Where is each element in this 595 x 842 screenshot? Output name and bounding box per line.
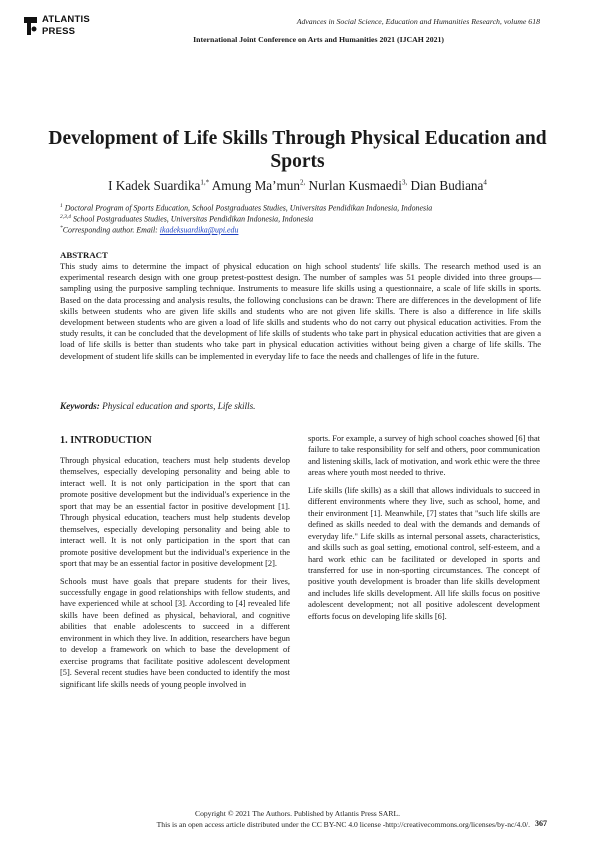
affiliation — [60, 203, 550, 213]
conference-header: International Joint Conference on Arts and Humanities 2021 (IJCAH 2021) — [193, 35, 444, 44]
author-name: Dian Budiana — [410, 178, 484, 193]
author-name: Amung Ma’mun — [211, 178, 300, 193]
affiliation-text: Doctoral Program of Sports Education, School Postgraduates Studies, Universitas Pendidikan Indonesia, Indonesia — [64, 203, 433, 213]
series-header: Advances in Social Science, Education and Humanities Research, volume 618 — [296, 17, 540, 26]
affiliation-sup: 1 — [60, 203, 63, 209]
paragraph: sports. For example, a survey of high school coaches showed [6] that failure to take responsibility for self and others, poor communication and listening skills, lack of motivation, and work ethic were the three areas where youth most needed to thrive. — [308, 434, 540, 478]
keywords-label: Keywords — [60, 401, 97, 411]
abstract-text: This study aims to determine the impact of physical education on high school students' life skills. The research method used is an experimental research design with one group pretest-posttest design. The number of samples was 51 people divided into three groups—sampling using the purposive sampling technique. Instruments to measure life skills using a questionnaire, a scale of life skills in sports. Based on the data processing and analysis results, the following conclusions can be drawn: There are differences in the development of life skills between students who are given life skills and students who are not given life skills. There is also a difference in life skills development between students who are given a load of life skills and students who do not carry out physical education activities. From the study results, it can be concluded that the development of life skills of students who take part in physical education activities that are given a load of life skills is better than students who take part in physical education activities without being given a charge of life skills. The development of student life skills can be implemented in everyday life to face the needs and challenges of life in the future. — [60, 261, 541, 361]
footer-copyright: Copyright © 2021 The Authors. Published by Atlantis Press SARL. — [195, 809, 400, 818]
corresponding-email-link[interactable]: ikadeksuardika@upi.edu — [159, 225, 239, 235]
corresponding-label: Corresponding author. Email: — [62, 225, 158, 235]
left-column — [60, 455, 290, 696]
author-sup: 4 — [483, 178, 487, 187]
abstract-heading: ABSTRACT — [60, 250, 108, 260]
paragraph: Schools must have goals that prepare students for their lives, successfully engage in good relationships with fellow students, and have experienced while at school [3]. According to [4] revealed life skills have been defined as physical, behavioral, and cognitive abilities that enable adolescents to succeed in a different environment in which they live. In addition, researchers have begun to develop a framework on which to base the development of exercise programs that facilitate positive adolescent development [5]. Several recent studies have been conducted to identify the most significant life skills needs of young people involved in — [60, 576, 290, 689]
publisher-name-line2: PRESS — [42, 26, 76, 37]
paragraph: Through physical education, teachers must help students develop themselves, especially developing personality and being able to interact well. It is not only participation in the sport that can promote positive development but the individual's experience in the sport that may be an essential factor in positive development [1]. Through physical education, teachers must help students develop themselves, especially developing personality and being able to interact well. It is not only participation in the sport that can promote positive development but the individual's experience in the sport that may be an essential factor in positive development [2]. — [60, 456, 290, 569]
page-number: 367 — [535, 819, 547, 828]
publisher-logo — [22, 13, 92, 43]
atlantis-logo-icon — [22, 15, 39, 37]
keywords: Keywords: Physical education and sports, Life skills. — [60, 401, 256, 411]
corresponding-sup: * — [60, 225, 63, 231]
publisher-name-line1: ATLANTIS — [42, 14, 90, 25]
author-list — [40, 178, 555, 194]
affiliation-sup: 2,3,4 — [60, 214, 71, 220]
author-name: Nurlan Kusmaedi — [308, 178, 402, 193]
section-heading-introduction: 1. INTRODUCTION — [60, 435, 152, 446]
corresponding-author — [60, 225, 550, 235]
author-sup: 3, — [401, 178, 408, 187]
affiliation-text: School Postgraduates Studies, Universitas Pendidikan Indonesia, Indonesia — [72, 214, 314, 224]
author-sup: 1,* — [200, 178, 210, 187]
keywords-text: Physical education and sports, Life skills. — [102, 401, 256, 411]
right-column — [308, 433, 540, 628]
author-sup: 2, — [300, 178, 306, 187]
footer-license: This is an open access article distributed under the CC BY-NC 4.0 license -http://creativecommons.org/licenses/by-nc/4.0/. — [156, 820, 530, 829]
paper-title: Development of Life Skills Through Physical Education and Sports — [48, 128, 547, 172]
paragraph: Life skills (life skills) as a skill that allows individuals to succeed in different environments where they live, such as school, home, and their environment [1]. Meanwhile, [7] states that "such life skills are defined as skills needed to deal with the demands and demands of everyday life." Life skills as internal personal assets, characteristics, and skills such as goal setting, emotional control, self-esteem, and a hard work ethic can be facilitated or developed in sports and transferred for use in non-sporting circumstances. The concept of positive youth development is broader than life skills development and includes life skills development. All life skills focus on positive adolescent development; not all positive adolescent development efforts focus on developing life skills [6]. — [308, 485, 540, 621]
affiliation — [60, 214, 550, 224]
author-name: I Kadek Suardika — [108, 178, 201, 193]
